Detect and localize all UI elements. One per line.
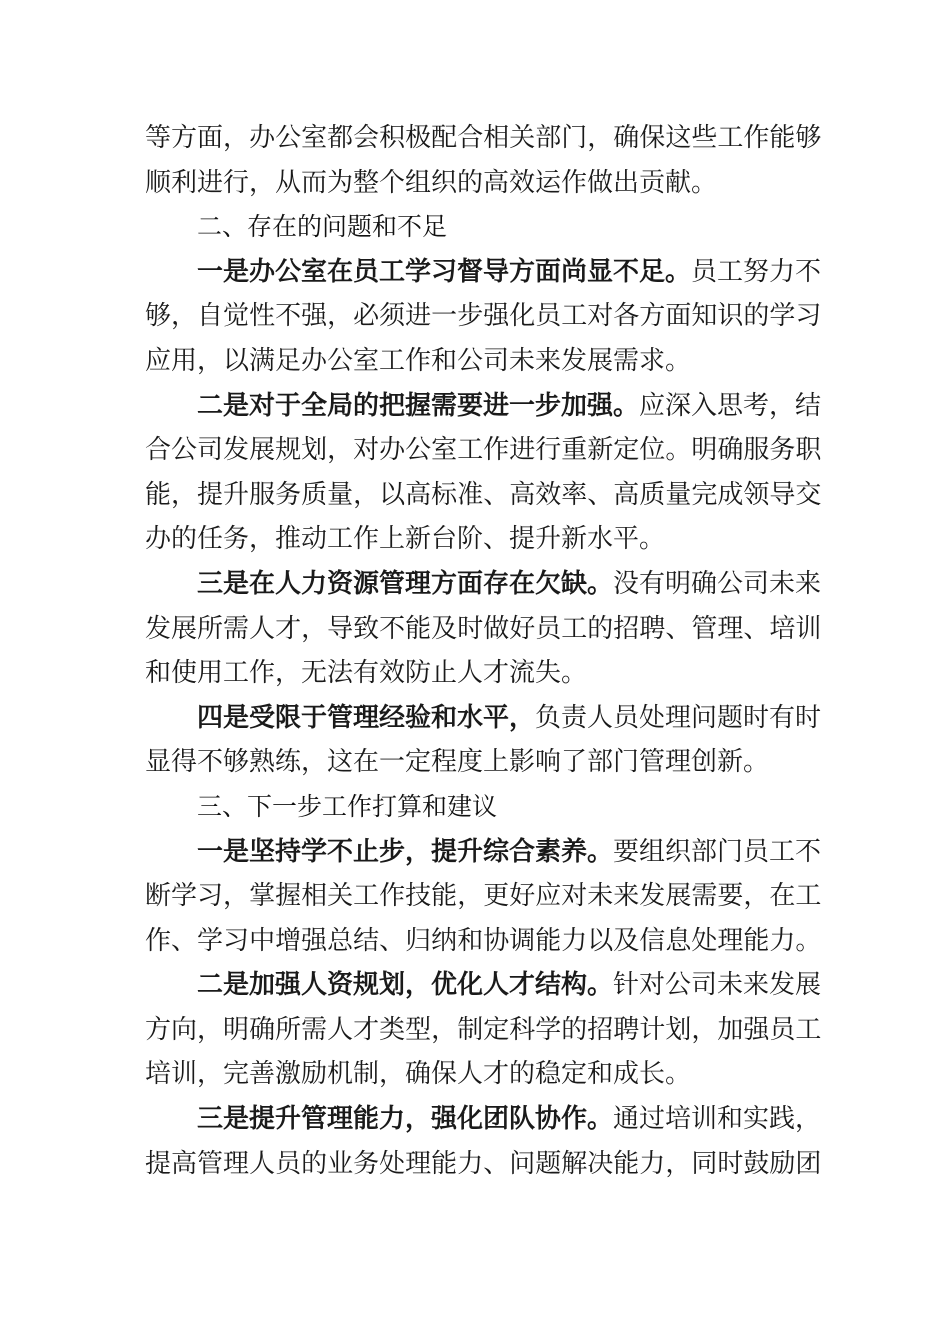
text-line: 断 学 习 ， 掌 握 相 关 工 作 技 能 ， 更 好 应 对 未 来 发 展 需 要 ， 在 工	[145, 881, 822, 912]
text-line: 发 展 所 需 人 才 ， 导 致 不 能 及 时 做 好 员 工 的 招 聘 、 管 理 、 培 训	[145, 613, 822, 644]
text-line: 顺利进行，从而为整个组织的高效运作做出贡献。	[145, 167, 718, 198]
paragraph-lead: 一是办公室在员工学习督导方面尚显不足。	[197, 256, 692, 287]
section-heading-problems: 二、存在的问题和不足	[197, 212, 448, 242]
text-line: 和使用工作，无法有效防止人才流失。	[145, 658, 588, 689]
paragraph-lead: 三是在人力资源管理方面存在欠缺。	[197, 568, 614, 599]
paragraph-first-line	[145, 830, 822, 875]
paragraph-lead: 三是提升管理能力，强化团队协作。	[197, 1104, 614, 1135]
paragraph-first-line	[145, 1097, 822, 1142]
paragraph-first-line	[145, 562, 822, 607]
text-line: 应用，以满足办公室工作和公司未来发展需求。	[145, 345, 692, 376]
text-line: 办的任务，推动工作上新台阶、提升新水平。	[145, 524, 666, 555]
paragraph-first-line	[145, 696, 822, 741]
text-line: 等 方 面 ， 办 公 室 都 会 积 极 配 合 相 关 部 门 ， 确 保 这 些 工 作 能 够	[145, 123, 822, 153]
text-line: 方 向 ， 明 确 所 需 人 才 类 型 ， 制 定 科 学 的 招 聘 计 划 ， 加 强 员 工	[145, 1014, 822, 1045]
paragraph-text: 针对公司未来发展	[613, 970, 822, 1001]
paragraph-text: 员工努力不	[691, 256, 822, 287]
paragraph-first-line	[145, 963, 822, 1008]
text-line: 能 ， 提 升 服 务 质 量 ， 以 高 标 准 、 高 效 率 、 高 质 量 完 成 领 导 交	[145, 479, 822, 510]
paragraph-lead: 二是加强人资规划，优化人才结构。	[197, 970, 614, 1001]
paragraph-text: 通过培训和实践，	[613, 1104, 822, 1135]
paragraph-first-line	[145, 384, 822, 429]
paragraph-lead: 四是受限于管理经验和水平，	[197, 702, 536, 733]
section-heading-next-steps: 三、下一步工作打算和建议	[197, 791, 498, 821]
document-body	[145, 116, 822, 1186]
paragraph-text: 应深入思考，结	[639, 390, 822, 421]
text-line: 培训，完善激励机制，确保人才的稳定和成长。	[145, 1059, 692, 1090]
paragraph-text: 负责人员处理问题时有时	[535, 702, 822, 733]
paragraph-lead: 二是对于全局的把握需要进一步加强。	[197, 390, 640, 421]
paragraph-first-line	[145, 250, 822, 295]
text-line: 提 高 管 理 人 员 的 业 务 处 理 能 力 、 问 题 解 决 能 力 ， 同 时 鼓 励 团	[145, 1148, 822, 1179]
paragraph-text: 没有明确公司未来	[613, 568, 822, 599]
text-line: 作 、 学 习 中 增 强 总 结 、 归 纳 和 协 调 能 力 以 及 信 息 处 理 能 力 。	[145, 925, 822, 956]
text-line: 够 ， 自 觉 性 不 强 ， 必 须 进 一 步 强 化 员 工 对 各 方 面 知 识 的 学 习	[145, 301, 822, 332]
paragraph-lead: 一是坚持学不止步，提升综合素养。	[197, 836, 614, 867]
paragraph-text: 要组织部门员工不	[613, 836, 822, 867]
text-line: 合 公 司 发 展 规 划 ， 对 办 公 室 工 作 进 行 重 新 定 位 。 明 确 服 务 职	[145, 435, 822, 466]
text-line: 显得不够熟练，这在一定程度上影响了部门管理创新。	[145, 747, 770, 778]
